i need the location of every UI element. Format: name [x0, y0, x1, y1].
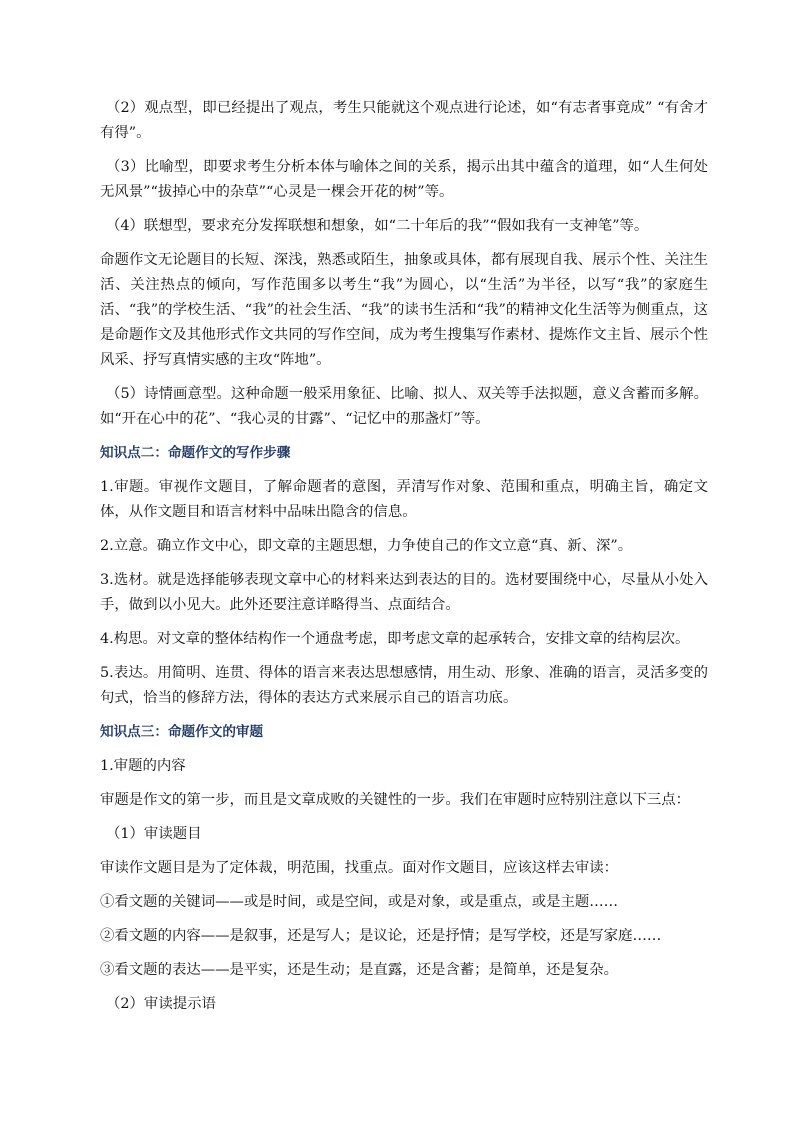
- paragraph-review-content-title: 1.审题的内容: [100, 758, 186, 774]
- paragraph-review-intro: 审题是作文的第一步，而且是文章成败的关键性的一步。我们在审题时应特别注意以下三点：: [100, 792, 691, 808]
- list-item-keywords: ①看文题的关键词——或是时间，或是空间，或是对象，或是重点，或是主题……: [100, 894, 619, 910]
- paragraph-step-material: 3.选材。就是选择能够表现文章中心的材料来达到表达的目的。选材要围绕中心，尽量从小处入手，做到以小见大。此外还要注意详略得当、点面结合。: [100, 572, 708, 613]
- paragraph-metaphor-type: （3）比喻型，即要求考生分析本体与喻体之间的关系，揭示出其中蕴含的道理，如“人生何处无风景”“拔掉心中的杂草”“心灵是一棵会开花的树”等。: [100, 159, 708, 200]
- paragraph-step-theme: 2.立意。确立作文中心，即文章的主题思想，力争使自己的作文立意“真、新、深”。: [100, 538, 633, 554]
- paragraph-step-structure: 4.构思。对文章的整体结构作一个通盘考虑，即考虑文章的起承转合，安排文章的结构层次。: [100, 631, 690, 647]
- document-page: [0, 96, 794, 1026]
- paragraph-association-type: （4）联想型，要求充分发挥联想和想象，如“二十年后的我”“假如我有一支神笔”等。: [106, 218, 649, 234]
- list-item-expression: ③看文题的表达——是平实，还是生动；是直露，还是含蓄；是简单，还是复杂。: [100, 962, 619, 978]
- paragraph-step-expression: 5.表达。用简明、连贯、得体的语言来表达思想感情，用生动、形象、准确的语言，灵活多变的句式，恰当的修辞方法，得体的表达方式来展示自己的语言功底。: [100, 665, 708, 706]
- paragraph-read-title-desc: 审读作文题目是为了定体裁，明范围，找重点。面对作文题目，应该这样去审读：: [100, 860, 619, 876]
- section-heading-topic-review: 知识点三：命题作文的审题: [100, 724, 264, 740]
- paragraph-topic-essay-overview: 命题作文无论题目的长短、深浅，熟悉或陌生，抽象或具体，都有展现自我、展示个性、关注生活、关注热点的倾向，写作范围多以考生“我”为圆心，以“生活”为半径，以写“我”的家庭生活、“我”的学校生活、“我”的社会生活、“我”的读书生活和“我”的精神文化生活等为侧重点，这是命题作文及其他形式作文共同的写作空间，成为考生搜集写作素材、提炼作文主旨、展示个性风采、抒写真情实感的主攻“阵地”。: [100, 252, 708, 368]
- paragraph-read-title-heading: （1）审读题目: [106, 826, 202, 842]
- paragraph-poetic-type: （5）诗情画意型。这种命题一般采用象征、比喻、拟人、双关等手法拟题，意义含蓄而多解。如“开在心中的花”、“我心灵的甘露”、“记忆中的那盏灯”等。: [100, 386, 708, 427]
- list-item-content: ②看文题的内容——是叙事，还是写人；是议论，还是抒情；是写学校，还是写家庭……: [100, 928, 662, 944]
- section-heading-writing-steps: 知识点二：命题作文的写作步骤: [100, 445, 291, 461]
- paragraph-step-review: 1.审题。审视作文题目，了解命题者的意图，弄清写作对象、范围和重点，明确主旨，确定文体，从作文题目和语言材料中品味出隐含的信息。: [100, 479, 708, 520]
- paragraph-read-prompt-heading: （2）审读提示语: [106, 996, 216, 1012]
- paragraph-viewpoint-type: （2）观点型，即已经提出了观点，考生只能就这个观点进行论述，如“有志者事竟成” “有舍才有得”。: [100, 100, 708, 141]
